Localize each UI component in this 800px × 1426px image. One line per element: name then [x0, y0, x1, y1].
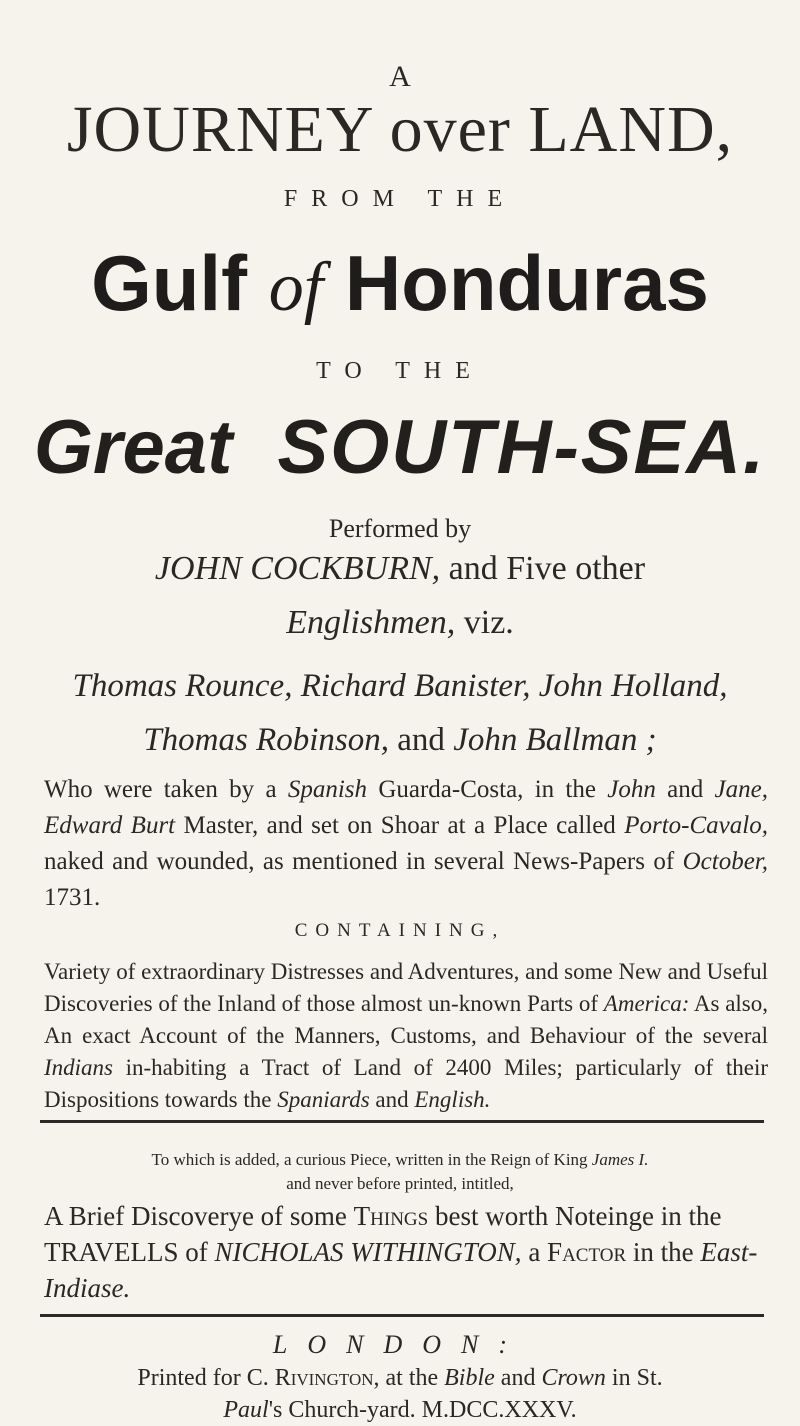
- and-word: and: [397, 722, 445, 758]
- text-run: Rivington,: [274, 1365, 380, 1391]
- text-run: a: [521, 1237, 548, 1267]
- englishmen-line: [0, 604, 800, 642]
- text-run: Guarda-Costa, in the: [367, 776, 608, 803]
- south-sea-word: SOUTH-SEA.: [277, 405, 767, 490]
- added-piece-text: To which is added, a curious Piece, written in the Reign of King: [151, 1150, 588, 1169]
- great-word: Great: [33, 405, 233, 490]
- title-great-south-sea: [0, 404, 800, 491]
- imprint-printer: [0, 1362, 800, 1426]
- author-line: [0, 550, 800, 588]
- of-word: of: [268, 249, 324, 326]
- text-run: and: [494, 1365, 542, 1391]
- name-john-ballman: John Ballman ;: [453, 722, 657, 758]
- viz-word: viz.: [463, 604, 514, 641]
- text-run: NICHOLAS WITHINGTON,: [214, 1237, 522, 1267]
- text-run: A Brief Discoverye of some: [44, 1201, 354, 1231]
- text-run: Spanish: [287, 776, 368, 803]
- text-run: America:: [603, 991, 690, 1016]
- text-run: in St.: [605, 1365, 663, 1391]
- divider-rule-lower: [40, 1314, 764, 1317]
- text-run: Variety of extraordinary Distresses and Adventures, and some New and Useful Discoveries of the Inland of those almost un-known Parts of: [44, 959, 768, 1016]
- text-run: in the: [626, 1237, 701, 1267]
- text-run: John: [607, 776, 656, 803]
- englishmen-word: Englishmen,: [286, 604, 456, 641]
- text-run: Factor: [547, 1237, 627, 1267]
- text-run: Crown: [541, 1365, 606, 1391]
- text-run: best worth Noteinge in the TRAVELLS of: [44, 1201, 722, 1267]
- text-run: at the: [379, 1365, 445, 1391]
- added-piece-note: [0, 1148, 800, 1196]
- text-run: 1731.: [44, 884, 101, 911]
- companion-names-line-1: Thomas Rounce, Richard Banister, John Holland,: [72, 668, 728, 704]
- name-thomas-robinson: Thomas Robinson,: [143, 722, 390, 758]
- text-run: Things: [353, 1201, 429, 1231]
- gulf-word: Gulf: [91, 239, 248, 327]
- text-run: Jane,: [714, 776, 768, 803]
- contents-paragraph: [44, 956, 768, 1116]
- text-run: Spaniards: [277, 1087, 370, 1112]
- author-name: JOHN COCKBURN,: [154, 550, 441, 587]
- text-run: Master, and set on Shoar at a Place called: [175, 812, 625, 839]
- text-run: Edward Burt: [44, 812, 176, 839]
- and-five-other: and Five other: [448, 550, 646, 587]
- text-run: and: [369, 1087, 415, 1112]
- text-run: Indians: [44, 1055, 113, 1080]
- title-journey-over-land: JOURNEY over LAND,: [66, 93, 734, 166]
- from-the-label: FROM THE: [283, 186, 517, 212]
- text-run: 's Church-yard. M.DCC.XXXV.: [268, 1397, 577, 1423]
- to-the-label: TO THE: [316, 358, 484, 384]
- article-a: A: [389, 60, 411, 93]
- text-run: As also, An exact Account of the Manners, Customs, and Behaviour of the several: [44, 991, 768, 1048]
- imprint-line-2: [0, 1394, 800, 1426]
- text-run: in-habiting a Tract of Land of 2400 Miles; particularly of their Dispositions towards the: [44, 1055, 768, 1112]
- text-run: East-Indiase.: [44, 1237, 758, 1303]
- capture-paragraph: [44, 772, 768, 916]
- text-run: English.: [414, 1087, 491, 1112]
- containing-label: CONTAINING,: [294, 920, 506, 941]
- text-run: Printed for C.: [137, 1365, 275, 1391]
- title-gulf-of-honduras: [0, 238, 800, 329]
- companion-names-line-2: [0, 722, 800, 759]
- performed-by: Performed by: [328, 514, 472, 543]
- brief-discoverye-title: [44, 1198, 768, 1306]
- imprint-line-1: [0, 1362, 800, 1394]
- text-run: Who were taken by a: [44, 776, 288, 803]
- king-james: James I.: [591, 1150, 649, 1169]
- text-run: Paul: [223, 1397, 269, 1423]
- text-run: naked and wounded, as mentioned in several News-Papers of: [44, 848, 683, 875]
- text-run: and: [655, 776, 715, 803]
- imprint-london: LONDON:: [272, 1330, 528, 1359]
- added-piece-line-1: [0, 1148, 800, 1172]
- text-run: Bible: [444, 1365, 495, 1391]
- honduras-word: Honduras: [344, 239, 709, 327]
- text-run: Porto-Cavalo,: [624, 812, 768, 839]
- added-piece-line-2: and never before printed, intitled,: [286, 1174, 514, 1193]
- text-run: October,: [682, 848, 768, 875]
- divider-rule: [40, 1120, 764, 1123]
